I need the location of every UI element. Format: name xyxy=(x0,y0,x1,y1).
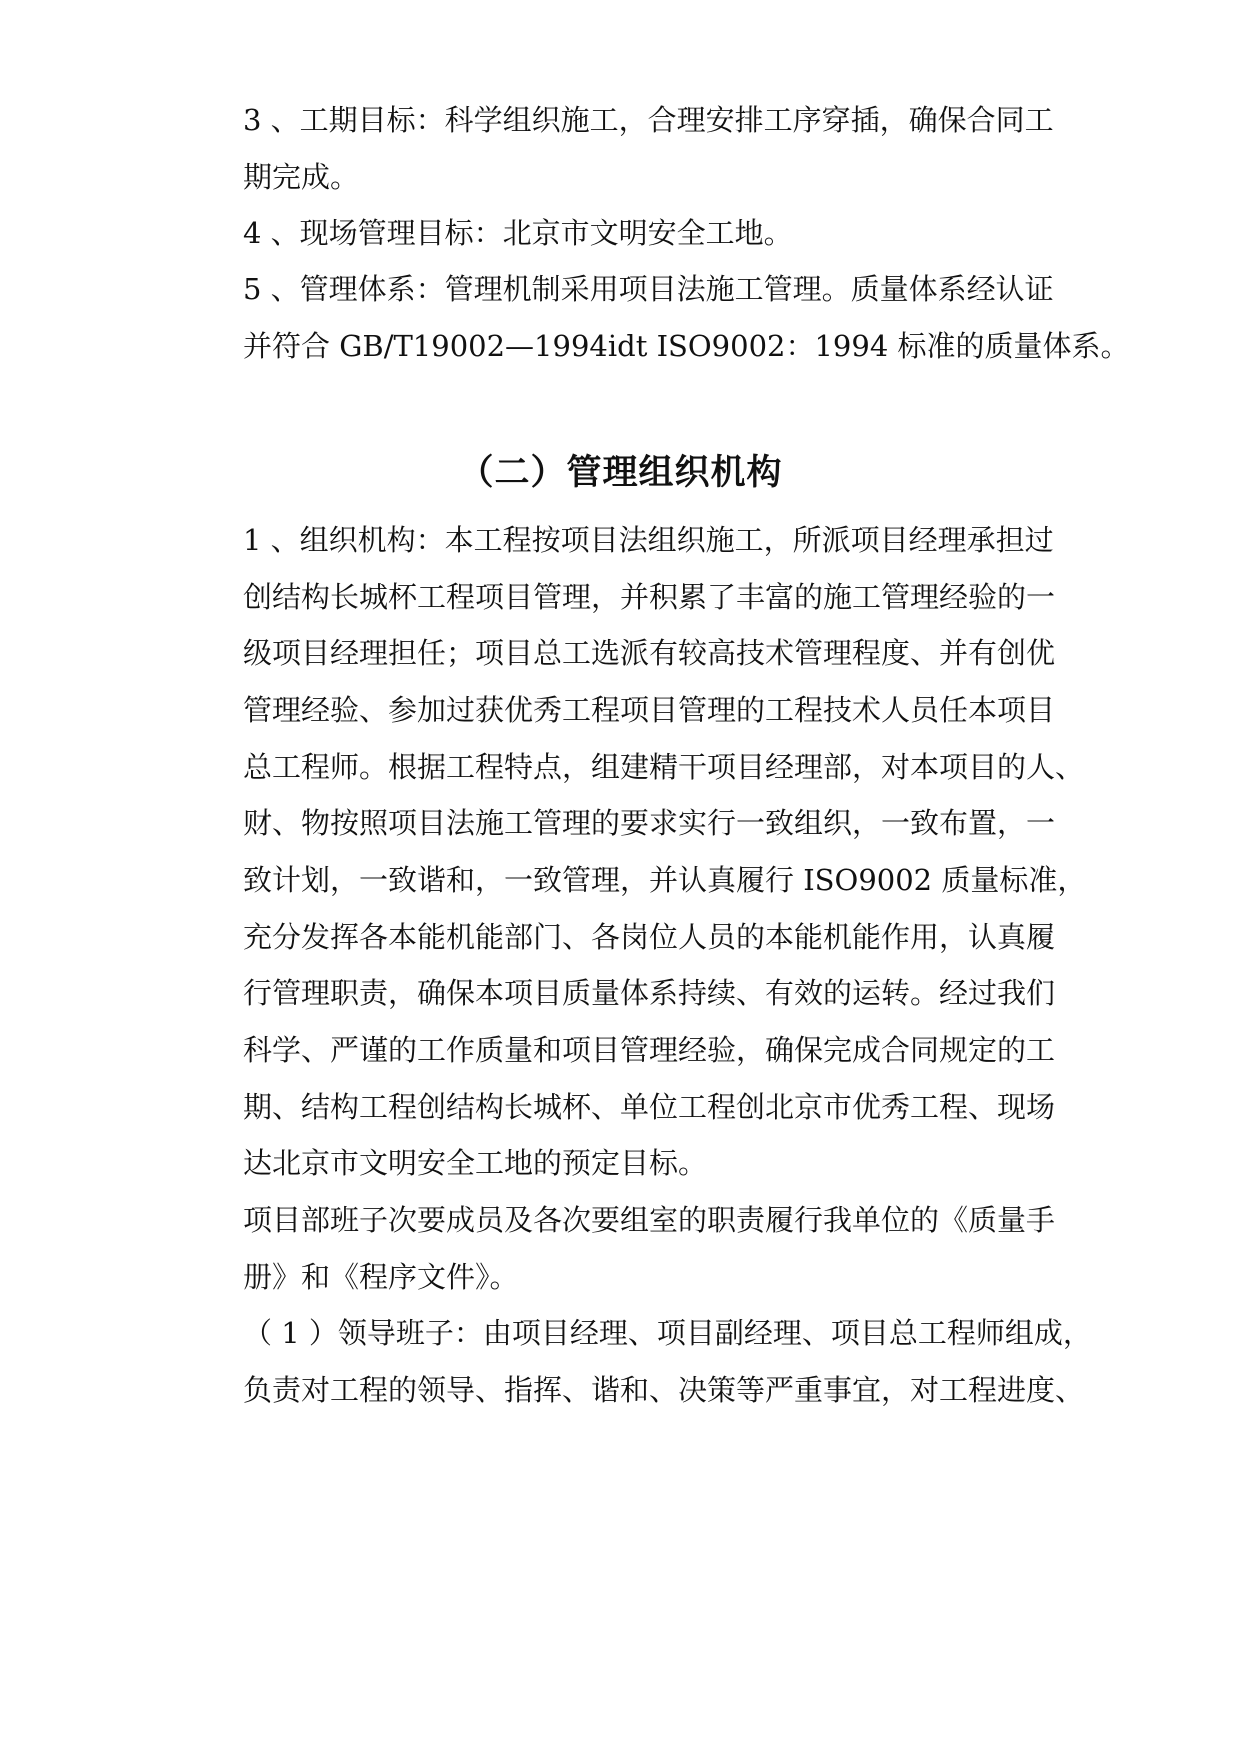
paragraph-line: 级项目经理担任；项目总工选派有较高技术管理程度、并有创优 xyxy=(243,636,1056,670)
paragraph-line: 创结构长城杯工程项目管理，并积累了丰富的施工管理经验的一 xyxy=(243,580,1056,614)
paragraph-line: 管理经验、参加过获优秀工程项目管理的工程技术人员任本项目 xyxy=(243,693,1056,727)
paragraph-line: 达北京市文明安全工地的预定目标。 xyxy=(243,1146,708,1180)
paragraph-line: 期、结构工程创结构长城杯、单位工程创北京市优秀工程、现场 xyxy=(243,1090,1056,1124)
paragraph-line: 期完成。 xyxy=(243,160,360,194)
paragraph-line: 册》和《程序文件》。 xyxy=(243,1260,519,1294)
paragraph-line: 负责对工程的领导、指挥、谐和、决策等严重事宜，对工程进度、 xyxy=(243,1373,1085,1407)
paragraph-line: 致计划，一致谐和，一致管理，并认真履行 ISO9002 质量标准， xyxy=(243,863,1087,897)
paragraph-line: 并符合 GB/T19002—1994idt ISO9002：1994 标准的质量体系。 xyxy=(243,329,1130,363)
paragraph-line: 充分发挥各本能机能部门、各岗位人员的本能机能作用，认真履 xyxy=(243,920,1056,954)
paragraph-line: 科学、严谨的工作质量和项目管理经验，确保完成合同规定的工 xyxy=(243,1033,1056,1067)
paragraph-line: （ 1 ）领导班子：由项目经理、项目副经理、项目总工程师组成， xyxy=(243,1316,1092,1350)
paragraph-line: 4 、现场管理目标：北京市文明安全工地。 xyxy=(243,216,793,250)
section-heading: （二）管理组织机构 xyxy=(458,453,783,493)
paragraph-line: 5 、管理体系：管理机制采用项目法施工管理。质量体系经认证 xyxy=(243,272,1054,306)
paragraph-line: 财、物按照项目法施工管理的要求实行一致组织，一致布置，一 xyxy=(243,806,1056,840)
paragraph-line: 1 、组织机构：本工程按项目法组织施工，所派项目经理承担过 xyxy=(243,523,1054,557)
paragraph-line: 项目部班子次要成员及各次要组室的职责履行我单位的《质量手 xyxy=(243,1203,1056,1237)
paragraph-line: 3 、工期目标：科学组织施工，合理安排工序穿插，确保合同工 xyxy=(243,103,1054,137)
paragraph-line: 行管理职责，确保本项目质量体系持续、有效的运转。经过我们 xyxy=(243,976,1056,1010)
paragraph-line: 总工程师。根据工程特点，组建精干项目经理部，对本项目的人、 xyxy=(243,750,1085,784)
